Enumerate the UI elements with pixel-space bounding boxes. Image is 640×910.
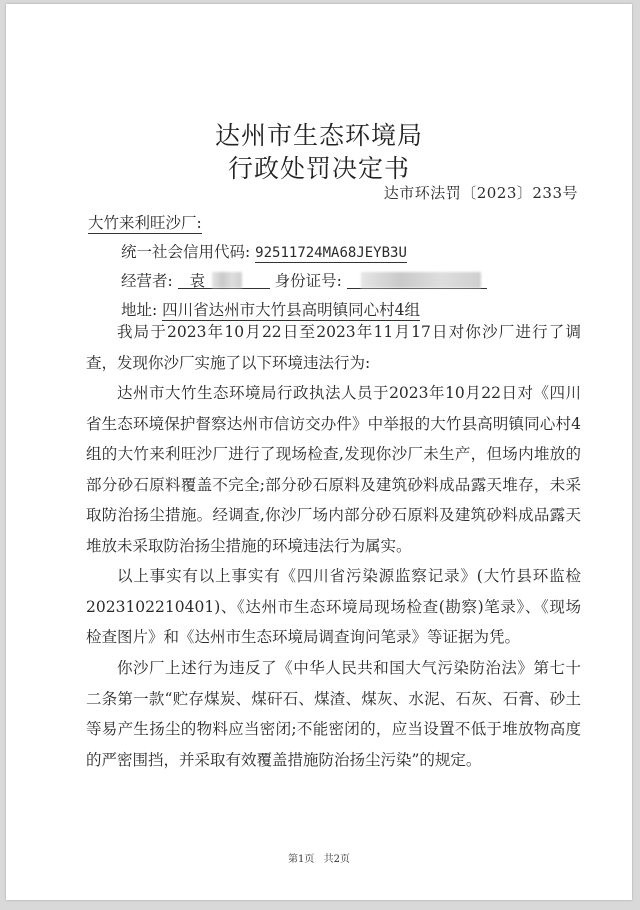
credit-code-label: 统一社会信用代码: — [121, 243, 251, 261]
document-number: 达市环法罚〔2023〕233号 — [383, 184, 578, 202]
address-value: 四川省达州市大竹县高明镇同心村4组 — [162, 301, 421, 319]
redacted-id-number — [361, 272, 481, 288]
paragraph-findings: 达州市大竹生态环境局行政执法人员于2023年10月22日对《四川省生态环境保护督察达州市信访交办件》中举报的大竹县高明镇同心村4组的大竹来利旺沙厂进行了现场检查,发现你沙厂未生产，但场内堆放的部分砂石原料覆盖不完全;部分砂石原料及建筑砂料成品露天堆存，未采取防治扬尘措施。经调查,你沙厂场内部分砂石原料及建筑砂料成品露天堆放未采取防治扬尘措施的环境违法行为属实。 — [86, 384, 581, 555]
recipient-name: 大竹来利旺沙厂: — [88, 214, 202, 232]
operator-line — [121, 271, 632, 291]
operator-name: 袁 — [189, 272, 206, 290]
operator-label: 经营者: — [121, 272, 173, 290]
redacted-operator-name — [212, 272, 242, 288]
paragraph-investigation: 我局于2023年10月22日至2023年11月17日对你沙厂进行了调查，发现你沙厂实施了以下环境违法行为: — [86, 323, 581, 372]
id-label: 身份证号: — [274, 272, 342, 290]
page-total: 共2页 — [323, 854, 350, 865]
document-page — [6, 4, 632, 900]
recipient-line — [88, 213, 632, 233]
id-field — [347, 272, 487, 289]
operator-field — [178, 272, 270, 289]
agency-title: 达州市生态环境局 — [214, 121, 423, 150]
paragraph-evidence: 以上事实有以上事实有《四川省污染源监察记录》(大竹县环监检2023102210401)、《达州市生态环境局现场检查(勘察)笔录》、《现场检查图片》和《达州市生态环境局调查询问笔录》等证据为凭。 — [86, 567, 581, 646]
address-label: 地址: — [121, 301, 158, 319]
document-title: 行政处罚决定书 — [227, 154, 410, 183]
paragraph-violation: 你沙厂上述行为违反了《中华人民共和国大气污染防治法》第七十二条第一款“贮存煤炭、煤矸石、煤渣、煤灰、水泥、石灰、石膏、砂土等易产生扬尘的物料应当密闭;不能密闭的，应当设置不低于堆放物高度的严密围挡，并采取有效覆盖措施防治扬尘污染”的规定。 — [86, 659, 581, 769]
page-footer — [6, 850, 632, 865]
credit-code-line — [121, 242, 632, 263]
page-number: 第1页 — [288, 854, 315, 865]
credit-code-value: 92511724MA68JEYB3U — [255, 245, 407, 261]
